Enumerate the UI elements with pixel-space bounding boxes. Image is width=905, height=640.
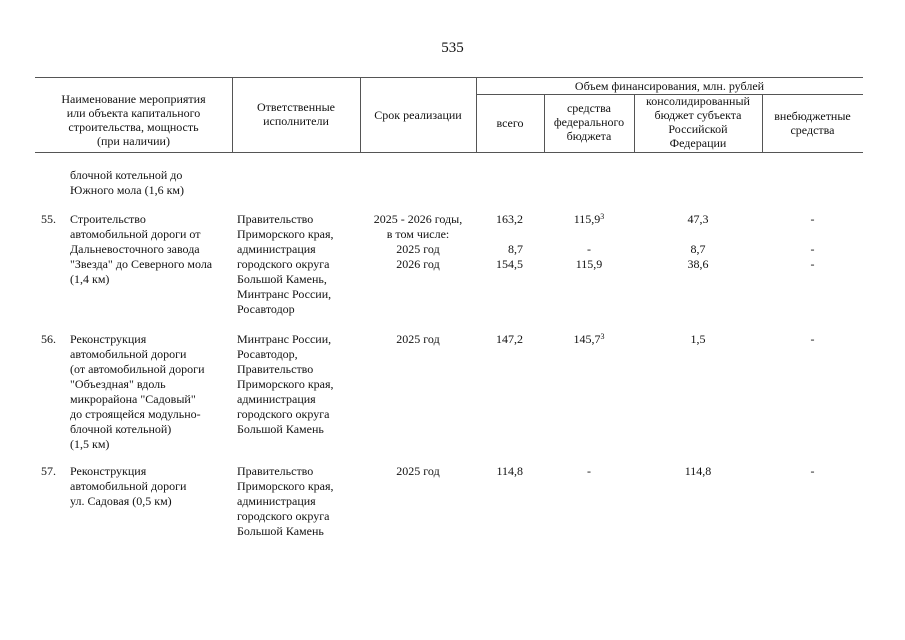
header-regional — [634, 94, 762, 150]
row-name-line: "Объездная" вдоль — [70, 377, 166, 391]
header-federal-line: бюджета — [566, 129, 612, 143]
row-period-line: 2025 год — [396, 242, 440, 256]
row-executors-line: Приморского края, — [237, 377, 334, 391]
row-period-line: 2025 - 2026 годы, — [373, 212, 463, 226]
header-extra — [762, 109, 863, 137]
row-regional — [634, 212, 762, 272]
row-number: 55. — [41, 212, 56, 226]
header-executors — [232, 100, 360, 128]
row-extra-line: - — [810, 242, 815, 256]
row-executors — [237, 464, 334, 539]
row-extra — [762, 212, 863, 272]
row-name-line: автомобильной дороги от — [70, 227, 201, 241]
row-regional-line: 8,7 — [690, 242, 706, 256]
row-regional-line: 38,6 — [687, 257, 709, 271]
row-regional-line: 114,8 — [684, 464, 712, 478]
row-executors-line: Правительство — [237, 464, 314, 478]
row-federal-line — [544, 332, 634, 347]
row-federal-value: 115,9 — [573, 212, 601, 226]
page-number: 535 — [441, 40, 464, 56]
row-federal-line — [544, 227, 634, 242]
row-regional — [634, 332, 762, 347]
row-name-line: Строительство — [70, 212, 146, 226]
header-executors-line: исполнители — [263, 114, 329, 128]
row-executors-line: администрация — [237, 392, 316, 406]
row-extra — [762, 332, 863, 347]
header-name — [35, 92, 232, 148]
row-total-line: 114,8 — [496, 464, 523, 478]
row-name — [70, 212, 212, 287]
header-extra-line: средства — [790, 123, 835, 137]
row-executors-line: Большой Камень — [237, 524, 324, 538]
row-executors-line: Большой Камень, — [237, 272, 327, 286]
header-name-line: (при наличии) — [97, 134, 170, 148]
header-regional-line: Российской — [668, 122, 728, 136]
header-name-line: Наименование мероприятия — [61, 92, 206, 106]
row-name-line: Дальневосточного завода — [70, 242, 200, 256]
row-federal-line: - — [587, 242, 591, 256]
row-total-line: 147,2 — [496, 332, 523, 346]
row-regional-line — [634, 227, 762, 242]
row-period-line: 2026 год — [396, 257, 440, 271]
row-executors-line: городского округа — [237, 257, 330, 271]
row-executors-line: Правительство — [237, 212, 314, 226]
row-federal-value: 145,7 — [573, 332, 601, 346]
row-extra-line: - — [810, 332, 815, 346]
row-total-line: 163,2 — [496, 212, 523, 226]
row-period — [360, 464, 476, 479]
row-executors-line: Росавтодор, — [237, 347, 298, 361]
row-total — [476, 212, 523, 272]
row-name-line: (от автомобильной дороги — [70, 362, 205, 376]
row-extra — [762, 464, 863, 479]
row-period — [360, 332, 476, 347]
row-executors-line: Приморского края, — [237, 227, 334, 241]
row-federal — [544, 212, 634, 272]
row-period — [360, 212, 476, 272]
row-regional — [634, 464, 762, 479]
row-name-line: ул. Садовая (0,5 км) — [70, 494, 172, 508]
header-period: Срок реализации — [374, 108, 462, 122]
continuation-line: блочной котельной до — [70, 168, 183, 182]
row-executors — [237, 332, 334, 437]
row-period-line: 2025 год — [396, 464, 440, 478]
header-name-line: или объекта капитального — [66, 106, 201, 120]
row-executors-line: Росавтодор — [237, 302, 295, 316]
row-number: 56. — [41, 332, 56, 346]
row-federal-line: 115,9 — [575, 257, 603, 271]
row-regional-line: 1,5 — [690, 332, 706, 346]
header-regional-line: консолидированный — [646, 94, 750, 108]
row-federal — [544, 332, 634, 347]
row-name-line: Реконструкция — [70, 332, 147, 346]
row-executors-line: Большой Камень — [237, 422, 324, 436]
row-executors-line: городского округа — [237, 407, 330, 421]
header-total: всего — [496, 116, 524, 130]
row-name-line: "Звезда" до Северного мола — [70, 257, 213, 271]
footnote-mark: 3 — [600, 212, 605, 221]
row-total — [476, 464, 523, 479]
row-extra-line — [762, 227, 863, 242]
row-period-line: 2025 год — [396, 332, 440, 346]
row-federal-line: - — [587, 464, 591, 478]
row-name-line: (1,4 км) — [70, 272, 110, 286]
continuation-line: Южного мола (1,6 км) — [70, 183, 184, 197]
row-federal — [544, 464, 634, 479]
row-name-line: до строящейся модульно- — [70, 407, 201, 421]
header-name-line: строительства, мощность — [68, 120, 199, 134]
row-extra-line: - — [810, 464, 815, 478]
header-federal-line: федерального — [553, 115, 625, 129]
row-name-line: автомобильной дороги — [70, 347, 187, 361]
row-name — [70, 332, 205, 452]
row-executors-line: городского округа — [237, 509, 330, 523]
row-executors-line: Правительство — [237, 362, 314, 376]
row-executors-line: администрация — [237, 494, 316, 508]
row-total — [476, 332, 523, 347]
header-extra-line: внебюджетные — [774, 109, 851, 123]
row-executors-line: Минтранс России, — [237, 332, 332, 346]
row-executors-line: администрация — [237, 242, 316, 256]
row-federal-line — [544, 212, 634, 227]
row-name-line: автомобильной дороги — [70, 479, 187, 493]
footnote-mark: 3 — [600, 332, 605, 341]
header-bottom-rule — [35, 152, 863, 153]
row-total-line: 154,5 — [496, 257, 523, 271]
header-top-rule — [35, 77, 863, 78]
row-name-line: Реконструкция — [70, 464, 147, 478]
header-regional-line: бюджет субъекта — [654, 108, 742, 122]
row-extra-line: - — [810, 257, 815, 271]
row-name-line: микрорайона "Садовый" — [70, 392, 196, 406]
header-federal — [544, 101, 634, 143]
row-total-line: 8,7 — [508, 242, 523, 256]
row-extra-line: - — [810, 212, 815, 226]
header-federal-line: средства — [566, 101, 611, 115]
row-regional-line: 47,3 — [687, 212, 709, 226]
row-total-line — [476, 227, 523, 242]
row-period-line: в том числе: — [386, 227, 450, 241]
row-executors-line: Приморского края, — [237, 479, 334, 493]
continuation-text — [70, 168, 184, 198]
row-number: 57. — [41, 464, 56, 478]
row-executors — [237, 212, 334, 317]
row-name — [70, 464, 186, 509]
row-name-line: блочной котельной) — [70, 422, 172, 436]
header-funding-title: Объем финансирования, млн. рублей — [574, 79, 765, 93]
header-regional-line: Федерации — [669, 136, 727, 150]
row-name-line: (1,5 км) — [70, 437, 110, 451]
row-executors-line: Минтранс России, — [237, 287, 332, 301]
header-executors-line: Ответственные — [257, 100, 335, 114]
